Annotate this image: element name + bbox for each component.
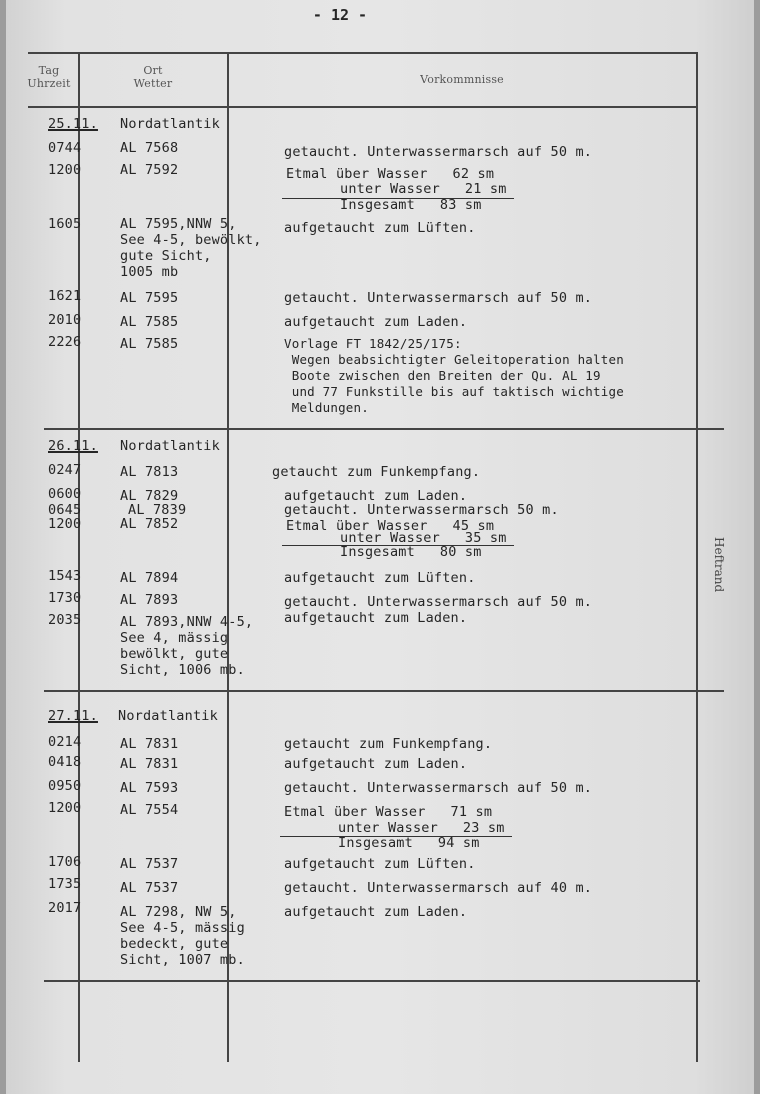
entry-time: 2010 (48, 312, 82, 328)
tally-line-3: Insgesamt 80 sm (340, 544, 482, 560)
entry-ort: AL 7537 (120, 880, 179, 896)
entry-time: 0645 (48, 502, 82, 518)
entry-time: 0418 (48, 754, 82, 770)
entry-time: 1605 (48, 216, 82, 232)
entry-ort: AL 7831 (120, 736, 179, 752)
entry-ort: AL 7595 (120, 290, 179, 306)
table-top-rule (28, 52, 696, 54)
entry-text: getaucht. Unterwassermarsch auf 40 m. (284, 880, 593, 896)
entry-time: 1735 (48, 876, 82, 892)
entry-ort: AL 7829 (120, 488, 179, 504)
entry-ort: AL 7894 (120, 570, 179, 586)
margin-note-heftrand: Heftrand (712, 537, 726, 593)
entry-time: 1543 (48, 568, 82, 584)
tally-line-1: Etmal über Wasser 45 sm (286, 518, 495, 534)
entry-text: aufgetaucht zum Lüften. (284, 220, 476, 236)
entry-ort: AL 7592 (120, 162, 179, 178)
header-bottom-rule (28, 106, 696, 108)
entry-ort: AL 7585 (120, 314, 179, 330)
day-place: Nordatlantik (120, 116, 220, 132)
entry-time: 1706 (48, 854, 82, 870)
table-bottom-rule (44, 980, 700, 982)
entry-time: 0950 (48, 778, 82, 794)
entry-text: getaucht. Unterwassermarsch 50 m. (284, 502, 559, 518)
header-vorkommnisse: Vorkommnisse (420, 73, 504, 86)
entry-text: aufgetaucht zum Lüften. (284, 570, 476, 586)
entry-text: getaucht. Unterwassermarsch auf 50 m. (284, 144, 593, 160)
header-ort-wetter: Ort Wetter (133, 64, 173, 90)
entry-ort: AL 7813 (120, 464, 179, 480)
entry-ort: AL 7298, NW 5, See 4-5, mässig bedeckt, gute Sicht, 1007 mb. (120, 904, 245, 968)
entry-ort: AL 7839 (128, 502, 187, 518)
entry-time: 0247 (48, 462, 82, 478)
header-tag-uhrzeit: Tag Uhrzeit (27, 64, 71, 90)
entry-ort: AL 7554 (120, 802, 179, 818)
table-right-rule (696, 52, 698, 1062)
entry-time: 0600 (48, 486, 82, 502)
tally-line-2: unter Wasser 21 sm (340, 181, 507, 197)
entry-time: 0744 (48, 140, 82, 156)
entry-time: 2226 (48, 334, 82, 350)
day-place: Nordatlantik (118, 708, 218, 724)
entry-ort: AL 7852 (120, 516, 179, 532)
entry-time: 1621 (48, 288, 82, 304)
entry-time: 2017 (48, 900, 82, 916)
day-divider (44, 428, 724, 430)
entry-text: getaucht zum Funkempfang. (284, 736, 493, 752)
day-date: 27.11. (48, 708, 98, 724)
entry-ort: AL 7893 (120, 592, 179, 608)
day-divider (44, 690, 724, 692)
entry-text: aufgetaucht zum Lüften. (284, 856, 476, 872)
day-date: 26.11. (48, 438, 98, 454)
entry-time: 2035 (48, 612, 82, 628)
page-number: - 12 - (312, 6, 368, 24)
entry-time: 1200 (48, 516, 82, 532)
entry-ort: AL 7893,NNW 4-5, See 4, mässig bewölkt, gute Sicht, 1006 mb. (120, 614, 254, 678)
tally-line-3: Insgesamt 83 sm (340, 197, 482, 213)
entry-ort: AL 7568 (120, 140, 179, 156)
entry-text: aufgetaucht zum Laden. (284, 904, 468, 920)
entry-time: 1200 (48, 162, 82, 178)
entry-ort: AL 7585 (120, 336, 179, 352)
entry-ort: AL 7831 (120, 756, 179, 772)
tally-line-1: Etmal über Wasser 62 sm (286, 166, 495, 182)
entry-ort: AL 7595,NNW 5, See 4-5, bewölkt, gute Sicht, 1005 mb (120, 216, 262, 280)
entry-text: getaucht. Unterwassermarsch auf 50 m. (284, 594, 593, 610)
day-place: Nordatlantik (120, 438, 220, 454)
tally-line-2: unter Wasser 23 sm (338, 820, 505, 836)
entry-ort: AL 7593 (120, 780, 179, 796)
entry-text: getaucht. Unterwassermarsch auf 50 m. (284, 290, 593, 306)
tally-line-1: Etmal über Wasser 71 sm (284, 804, 493, 820)
entry-text: aufgetaucht zum Laden. (284, 610, 468, 626)
entry-time: 1730 (48, 590, 82, 606)
tally-line-3: Insgesamt 94 sm (338, 835, 480, 851)
entry-text: Vorlage FT 1842/25/175: Wegen beabsichtigter Geleitoperation halten Boote zwischen den Breiten der Qu. AL 19 und 77 Funkstille bis auf taktisch wichtige Meldungen. (284, 336, 624, 415)
day-date: 25.11. (48, 116, 98, 132)
entry-time: 0214 (48, 734, 82, 750)
entry-ort: AL 7537 (120, 856, 179, 872)
entry-time: 1200 (48, 800, 82, 816)
entry-text: getaucht. Unterwassermarsch auf 50 m. (284, 780, 593, 796)
entry-text: getaucht zum Funkempfang. (272, 464, 481, 480)
entry-text: aufgetaucht zum Laden. (284, 314, 468, 330)
tally-line-2: unter Wasser 35 sm (340, 530, 507, 546)
entry-text: aufgetaucht zum Laden. (284, 488, 468, 504)
entry-text: aufgetaucht zum Laden. (284, 756, 468, 772)
